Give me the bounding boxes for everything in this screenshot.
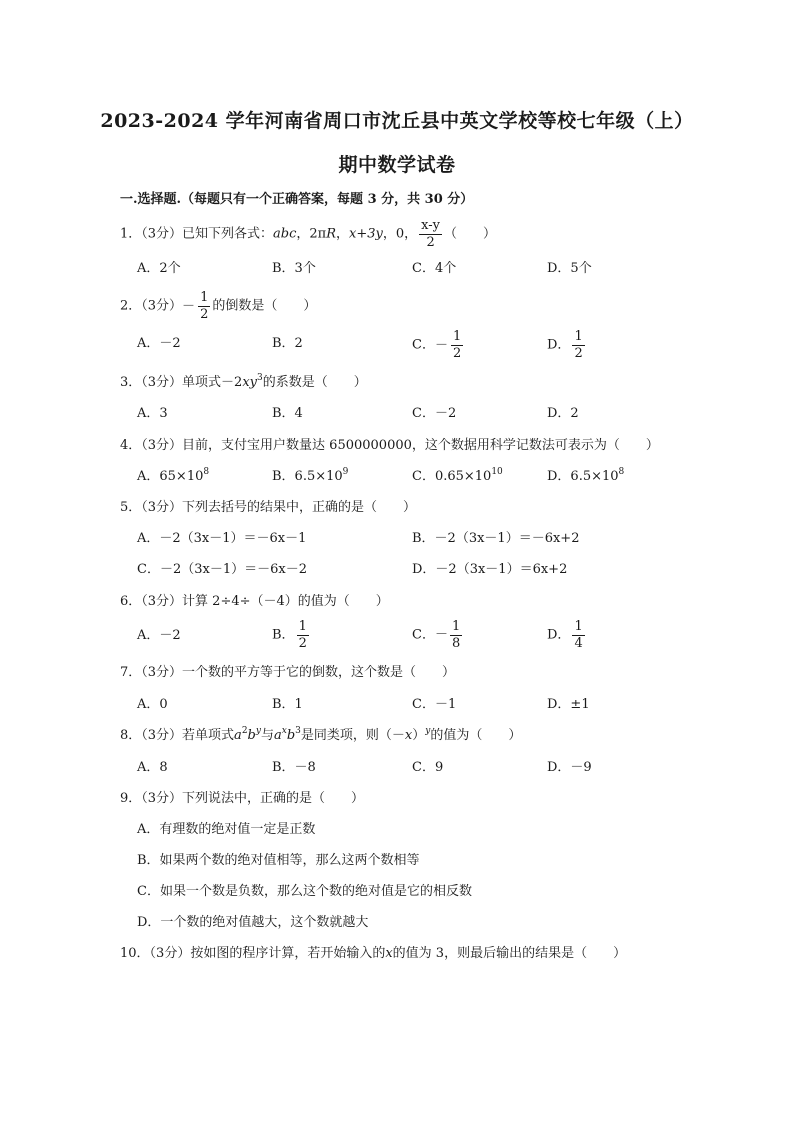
q8-option-d[interactable]: D．－9 [547,760,592,775]
question-10: 10．（3分）按如图的程序计算，若开始输入的x的值为 3，则最后输出的结果是（ ） [120,946,627,961]
q2-option-c[interactable]: C．－ $\frac{1}{2}$ [412,329,462,361]
q4-option-c[interactable]: C．$0.65\times 10^{10}$ [412,467,503,484]
question-9: 9．（3分）下列说法中，正确的是（ ） [120,791,365,806]
q1-option-a[interactable]: A．2个 [137,261,181,276]
q8-option-a[interactable]: A．8 [137,760,168,775]
q3-option-d[interactable]: D．2 [547,406,579,421]
q8-option-c[interactable]: C．9 [412,760,444,775]
q5-option-b[interactable]: B．－2（3x－1）＝－6x+2 [412,531,580,546]
fraction: $\frac{1}{2}$ [574,329,583,361]
question-7: 7．（3分）一个数的平方等于它的倒数，这个数是（ ） [120,665,456,680]
fraction: $\frac{1}{2}$ [200,290,209,322]
question-5: 5．（3分）下列去括号的结果中，正确的是（ ） [120,500,417,515]
q4-option-a[interactable]: A．$65\times 10^8$ [137,467,210,484]
q1-option-b[interactable]: B．3个 [272,261,316,276]
q6-option-a[interactable]: A．－2 [137,628,181,643]
q3-option-c[interactable]: C．－2 [412,406,457,421]
exam-title-line1: 2023-2024 学年河南省周口市沈丘县中英文学校等校七年级（上） [100,110,694,132]
question-3: 3．（3分）单项式$-2xy^3$的系数是（ ） [120,373,367,390]
q2-option-d[interactable]: D． $\frac{1}{2}$ [547,329,583,361]
question-6: 6．（3分）计算 2÷4÷（－4）的值为（ ） [120,594,389,609]
fraction: $\frac{1}{8}$ [451,619,461,651]
q4-option-d[interactable]: D．$6.5\times 10^8$ [547,467,625,484]
question-8: 8．（3分）若单项式$a^2b^y$与$a^xb^3$是同类项，则$(-x)^y$的值为（ ） [120,726,522,743]
q4-option-b[interactable]: B．$6.5\times 10^9$ [272,467,349,484]
q7-option-a[interactable]: A．0 [137,697,168,712]
q9-option-d[interactable]: D．一个数的绝对值越大，这个数就越大 [137,915,369,930]
q8-option-b[interactable]: B．－8 [272,760,316,775]
q7-option-b[interactable]: B．1 [272,697,303,712]
q3-option-a[interactable]: A．3 [137,406,168,421]
fraction: $\frac{1}{2}$ [452,329,462,361]
q9-option-c[interactable]: C．如果一个数是负数，那么这个数的绝对值是它的相反数 [137,884,472,899]
q7-option-c[interactable]: C．－1 [412,697,457,712]
section-heading: 一.选择题.（每题只有一个正确答案，每题 3 分，共 30 分） [120,192,474,207]
q2-option-b[interactable]: B．2 [272,336,303,351]
fraction: $\frac{x-y}{2}$ [421,218,441,250]
question-1: 1．（3分）已知下列各式：abc，2πR，x+3y，0， $\frac{x-y}{2}$ （ ） [120,218,497,250]
q1-option-c[interactable]: C．4个 [412,261,457,276]
fraction: $\frac{1}{2}$ [298,619,307,651]
question-4: 4．（3分）目前，支付宝用户数量达 6500000000，这个数据用科学记数法可表示为（ ） [120,438,659,453]
q9-option-b[interactable]: B．如果两个数的绝对值相等，那么这两个数相等 [137,853,420,868]
q6-option-d[interactable]: D． $\frac{1}{4}$ [547,619,583,651]
q7-option-d[interactable]: D．±1 [547,697,590,712]
q1-option-d[interactable]: D．5个 [547,261,592,276]
q2-option-a[interactable]: A．－2 [137,336,181,351]
q6-option-b[interactable]: B． $\frac{1}{2}$ [272,619,307,651]
q5-option-d[interactable]: D．－2（3x－1）＝6x+2 [412,562,568,577]
q3-option-b[interactable]: B．4 [272,406,303,421]
q5-option-a[interactable]: A．－2（3x－1）＝－6x－1 [137,531,307,546]
q6-option-c[interactable]: C．－ $\frac{1}{8}$ [412,619,461,651]
fraction: $\frac{1}{4}$ [574,619,583,651]
question-2: 2．（3分）－ $\frac{1}{2}$ 的倒数是（ ） [120,290,317,322]
q9-option-a[interactable]: A．有理数的绝对值一定是正数 [137,822,316,837]
q5-option-c[interactable]: C．－2（3x－1）＝－6x－2 [137,562,307,577]
exam-title-line2: 期中数学试卷 [338,154,456,176]
